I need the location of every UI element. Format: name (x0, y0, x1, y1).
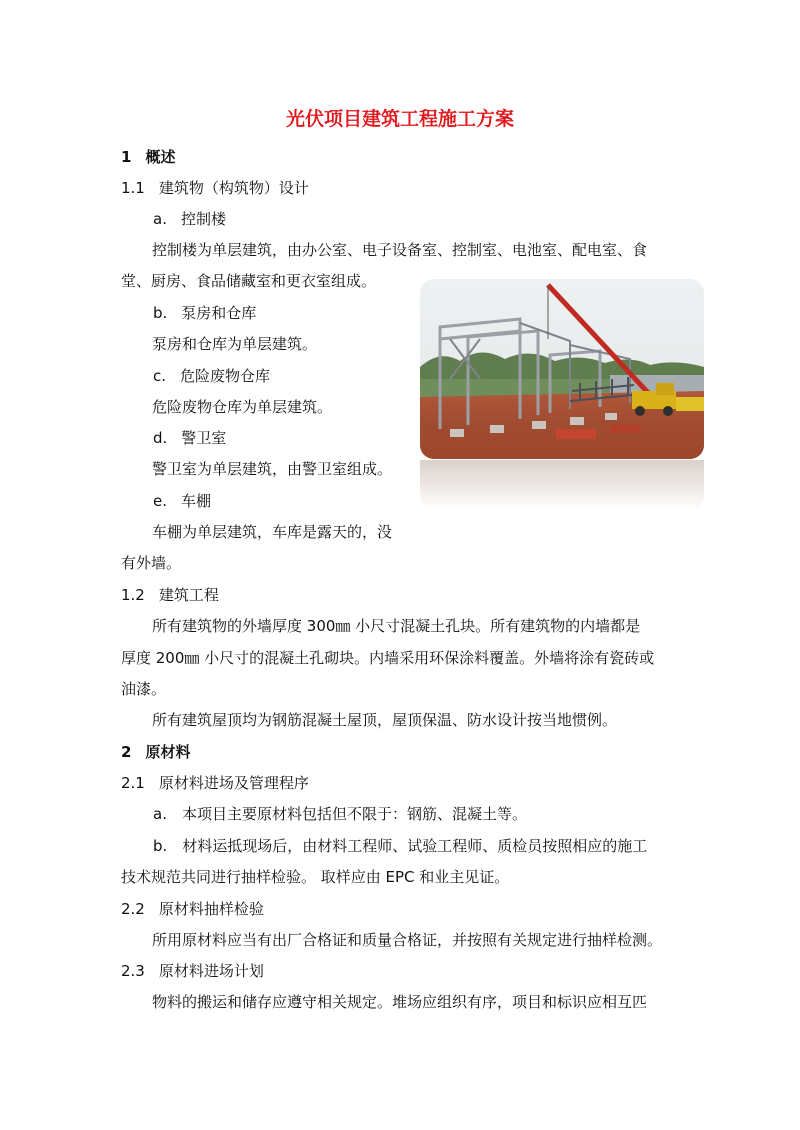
section-1-heading (121, 147, 175, 167)
section-1-2-heading (121, 585, 219, 605)
item-label: e. (153, 492, 167, 510)
paragraph-line: 技术规范共同进行抽样检验。 取样应由 EPC 和业主见证。 (121, 868, 510, 886)
item-title: 危险废物仓库 (180, 367, 271, 385)
paragraph-line: 油漆。 (121, 680, 167, 698)
paragraph-line: b. 材料运抵现场后，由材料工程师、试验工程师、质检员按照相应的施工 (153, 837, 648, 855)
section-number: 1.1 (121, 179, 145, 197)
item-title: 控制楼 (180, 210, 226, 228)
section-2-1-heading (121, 773, 309, 793)
paragraph-line: 堂、厨房、食品储藏室和更衣室组成。 (121, 272, 377, 290)
item-label: c. (153, 367, 167, 385)
paragraph-line: 所用原材料应当有出厂合格证和质量合格证，并按照有关规定进行抽样检测。 (152, 931, 663, 949)
item-title: 警卫室 (181, 429, 227, 447)
paragraph-line: 泵房和仓库为单层建筑。 (152, 335, 318, 353)
paragraph-line: 警卫室为单层建筑，由警卫室组成。 (152, 460, 393, 478)
item-title: 车棚 (181, 492, 212, 510)
item-label: d. (153, 429, 168, 447)
item-b-heading (153, 303, 256, 323)
paragraph-line: 危险废物仓库为单层建筑。 (152, 398, 333, 416)
section-number: 2.2 (121, 900, 145, 918)
item-a-heading (153, 209, 226, 229)
section-title: 建筑物（构筑物）设计 (158, 179, 309, 197)
section-title: 原材料进场及管理程序 (158, 774, 309, 792)
section-2-3-heading (121, 961, 264, 981)
section-number: 1.2 (121, 586, 145, 604)
item-e-heading (153, 491, 211, 511)
photo-reflection (420, 460, 704, 510)
construction-site-photo (420, 279, 704, 459)
section-title: 原材料进场计划 (158, 962, 264, 980)
paragraph-line: 所有建筑屋顶均为钢筋混凝土屋顶，屋顶保温、防水设计按当地惯例。 (152, 711, 618, 729)
paragraph-line: 车棚为单层建筑，车库是露天的，没 (152, 523, 393, 541)
item-title: 泵房和仓库 (181, 304, 257, 322)
item-label: a. (153, 210, 167, 228)
paragraph-line: 所有建筑物的外墙厚度 300㎜ 小尺寸混凝土孔块。所有建筑物的内墙都是 (152, 617, 641, 635)
item-label: b. (153, 304, 168, 322)
section-1-1-heading (121, 178, 309, 198)
paragraph-line: 控制楼为单层建筑，由办公室、电子设备室、控制室、电池室、配电室、食 (152, 241, 648, 259)
section-title: 概述 (145, 148, 176, 166)
paragraph-line: 厚度 200㎜ 小尺寸的混凝土孔砌块。内墙采用环保涂料覆盖。外墙将涂有瓷砖或 (121, 649, 655, 667)
section-number: 2.1 (121, 774, 145, 792)
paragraph-line: 物料的搬运和储存应遵守相关规定。堆场应组织有序，项目和标识应相互匹 (152, 993, 648, 1011)
section-2-2-heading (121, 899, 264, 919)
section-number: 1 (121, 148, 132, 166)
paragraph-line: 有外墙。 (121, 554, 182, 572)
section-title: 建筑工程 (158, 586, 219, 604)
document-title: 光伏项目建筑工程施工方案 (285, 108, 514, 130)
section-title: 原材料 (145, 743, 191, 761)
paragraph-line: a. 本项目主要原材料包括但不限于：钢筋、混凝土等。 (153, 805, 527, 823)
section-number: 2.3 (121, 962, 145, 980)
item-c-heading (153, 366, 270, 386)
section-2-heading (121, 742, 190, 762)
section-title: 原材料抽样检验 (158, 900, 264, 918)
item-d-heading (153, 428, 226, 448)
section-number: 2 (121, 743, 132, 761)
